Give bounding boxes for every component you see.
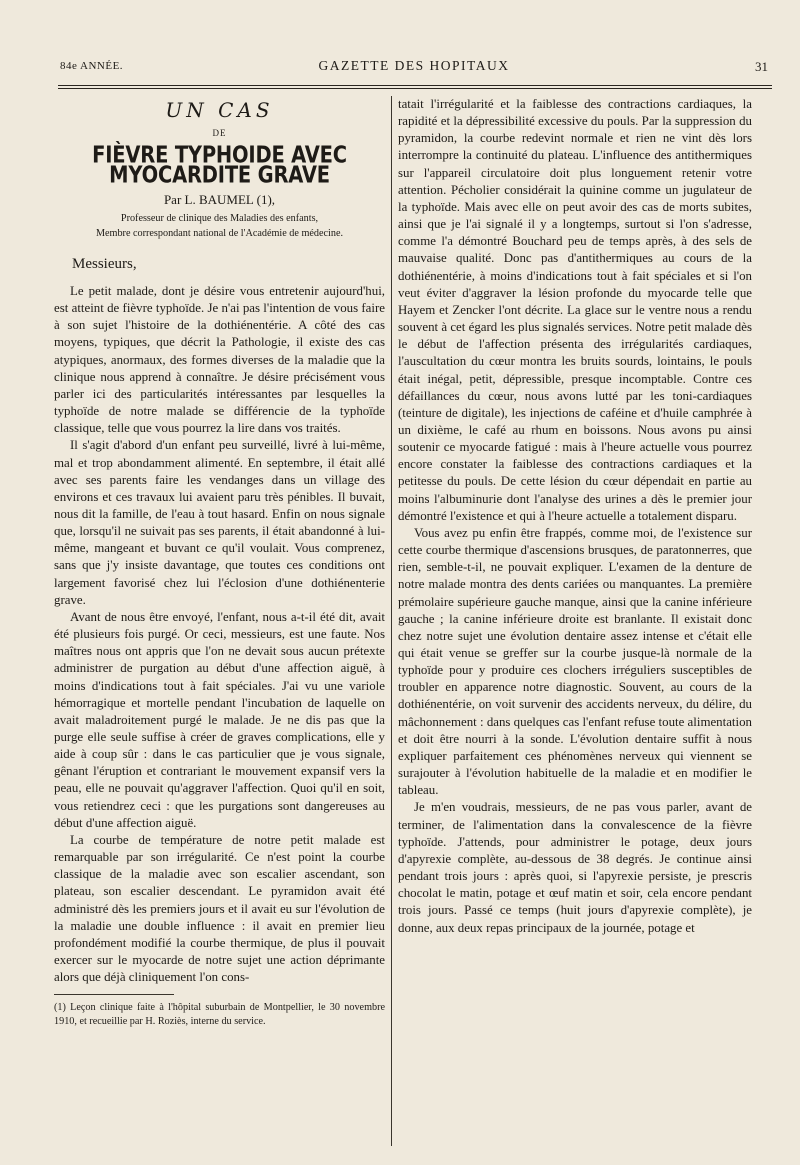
header-rule-top <box>58 85 772 86</box>
left-column <box>54 96 385 1029</box>
footnote-divider <box>54 994 174 995</box>
salutation: Messieurs, <box>72 255 137 272</box>
paragraph: Je m'en voudrais, messieurs, de ne pas vous parler, avant de terminer, de l'alimentation dans la convalescence de la fièvre typhoïde. J'attends, pour administrer le potage, deux jours d'apyrexie complète, au-dessous de 38 degrés. Je continue ainsi pendant trois jours : après quoi, si l'apyrexie persiste, je prescris chocolat le matin, potage et œuf matin et soir, cela encore pendant trois jours. Passé ce temps (huit jours d'apyrexie complète), je donne, aux deux repas principaux de la journée, potage et <box>398 800 752 935</box>
author-affiliation-1: Professeur de clinique des Maladies des enfants, <box>120 212 319 224</box>
paragraph: Il s'agit d'abord d'un enfant peu surveillé, livré à lui-même, mal et trop abondamment alimenté. En septembre, il était allé avec ses parents faire les vendanges dans un village des environs et ces travaux lui avaient paru très pénibles. Il buvait, nous dit la famille, de l'eau à tout hasard. Enfin on nous signale que, lorsqu'il ne suivait pas ses parents, il était abandonné à lui-même, mangeant et buvant ce qu'il voulait. Vous comprenez, sans que j'y insiste davantage, que toutes ces conditions ont largement favorisé chez lui l'éclosion d'une dothiénenterie grave. <box>54 438 385 607</box>
column-divider <box>391 96 392 1146</box>
volume-year: 84e ANNÉE. <box>60 60 124 72</box>
running-header <box>60 58 768 78</box>
article-title-line2: FIÈVRE TYPHOIDE AVEC MYOCARDITE GRAVE <box>92 141 347 190</box>
paragraph: Avant de nous être envoyé, l'enfant, nous a-t-il été dit, avait été plusieurs fois purgé. Or ceci, messieurs, est une faute. Nos maîtres nous ont appris que l'on ne devait sous aucun prétexte administrer de purgation au début d'une affection aiguë, à moins d'indications tout à fait spéciales. J'ai vu une variole hémorragique et mortelle pendant l'incubation de laquelle on avait maladroitement purgé le malade. Je ne dis pas que la purge elle seule suffise à créer de graves complications, elle y aide à coup sûr : dans le cas particulier que je vous signale, gênant l'éruption et contrariant le mouvement expansif vers la peau, elle ne pouvait qu'aggraver l'affection. Quoi qu'il en soit, vous retiendrez ceci : que les purgations sont dangereuses au début d'une affection aiguë. <box>54 609 385 830</box>
paragraph: La courbe de température de notre petit malade est remarquable par son irrégularité. Ce n'est point la courbe classique de la maladie avec son escalier ascendant, son plateau, son escalier descendant. Le pyramidon avait été administré dès les premiers jours et il avait eu sur l'évolution de la maladie une double influence : il avait en premier lieu profondément modifié la courbe thermique, de plus il pouvait exercer sur le myocarde de notre sujet une action déprimante alors que déjà cliniquement l'on cons- <box>54 832 385 985</box>
paragraph: tatait l'irrégularité et la faiblesse des contractions cardiaques, la rapidité et la dépressibilité excessive du pouls. Par la suppression du pyramidon, la courbe redevint normale et rien ne vint dès lors interrompre la continuité du plateau. L'influence des antithermiques sur l'appareil circulatoire doit plus longuement retenir votre attention. Pécholier considérait la quinine comme un jugulateur de la typhoïde. Mais avec elle on peut avoir des cas de morts subites, ainsi que je l'ai signalé il y a longtemps, surtout si l'on s'adresse, comme l'a démontré Bouchard peu de temps après, à des sels de mauvaise qualité. Donc pas d'antithermiques au cours de la dothiénentérie, à moins d'indications tout à fait spéciales et si l'on veut éviter d'aggraver la lésion profonde du myocarde telle que Hayem et Zencker l'ont décrite. La glace sur le ventre nous a rendu souvent à cet égard les plus signalés services. Notre petit malade dès le début de l'affection présenta des irrégularités cardiaques, l'auscultation du cœur montra les bruits sourds, lointains, le pouls était inégal, petit, dépressible, presque incomptable. Contre ces défaillances du cœur, nous avons lutté par les toni-cardiaques (teinture de digitale), les injections de caféine et d'huile camphrée à un dixième, le café au rhum en boissons. Nous avons pu ainsi soutenir ce myocarde fatigué : mais à l'heure actuelle vous pourrez encore constater la faiblesse des contractions cardiaques et la petitesse du pouls. De cette lésion du cœur dépendait en partie au moins l'albuminurie dont l'analyse des urines a dès le premier jour démontré l'existence et qui à l'heure actuelle a totalement disparu. <box>398 97 752 523</box>
paragraph: Le petit malade, dont je désire vous entretenir aujourd'hui, est atteint de fièvre typhoïde. Je n'ai pas l'intention de vous faire à son sujet l'histoire de la dothiénentérie. A côté des cas moyens, typiques, que décrit la Pathologie, il existe des cas atypiques, anormaux, des formes diverses de la maladie que la clinique nous apprend à connaître. Je désire précisément vous parler ici des particularités intéressantes par lesquelles la typhoïde de notre malade se différencie de la typhoïde classique, telle que vous pourrez la lire dans vos traités. <box>54 283 385 436</box>
author-affiliation-2: Membre correspondant national de l'Académie de médecine. <box>95 227 344 239</box>
footnote: (1) Leçon clinique faite à l'hôpital suburbain de Montpellier, le 30 novembre 1910, et recueillie par H. Roziès, interne du service. <box>54 1002 385 1028</box>
page-number: 31 <box>755 59 768 74</box>
header-rule-bottom <box>58 88 772 89</box>
article-title-connector: DE <box>212 128 227 139</box>
article-title-line1: UN CAS <box>165 98 274 122</box>
right-column <box>398 96 752 937</box>
journal-title: GAZETTE DES HOPITAUX <box>318 58 510 73</box>
paragraph: Vous avez pu enfin être frappés, comme moi, de l'existence sur cette courbe thermique d'ascensions brusques, de paratonnerres, que rien, semble-t-il, ne pouvait expliquer. L'examen de la denture de notre malade montra des dents cariées ou manquantes. La première prémolaire supérieure gauche manque, ainsi que la canine inférieure gauche ; la canine inférieure droite est branlante. Il existait donc chez notre sujet une évolution dentaire assez intense et c'était elle qui était venue se greffer sur la courbe jusque-là normale de la typhoïde pour y produire ces clochers irréguliers susceptibles de troubler en apparence notre diagnostic. Souvent, au cours de la dothiénentérie, on voit survenir des accidents nerveux, du délire, du mâchonnement : dans quelques cas l'enfant refuse toute alimentation et doit être nourri à la sonde. L'évolution dentaire suffit à nous expliquer parfaitement ces phénomènes nerveux qui viennent se surajouter à l'évolution habituelle de la maladie et en modifier le tableau. <box>398 525 752 798</box>
article-author: Par L. BAUMEL (1), <box>163 191 276 207</box>
